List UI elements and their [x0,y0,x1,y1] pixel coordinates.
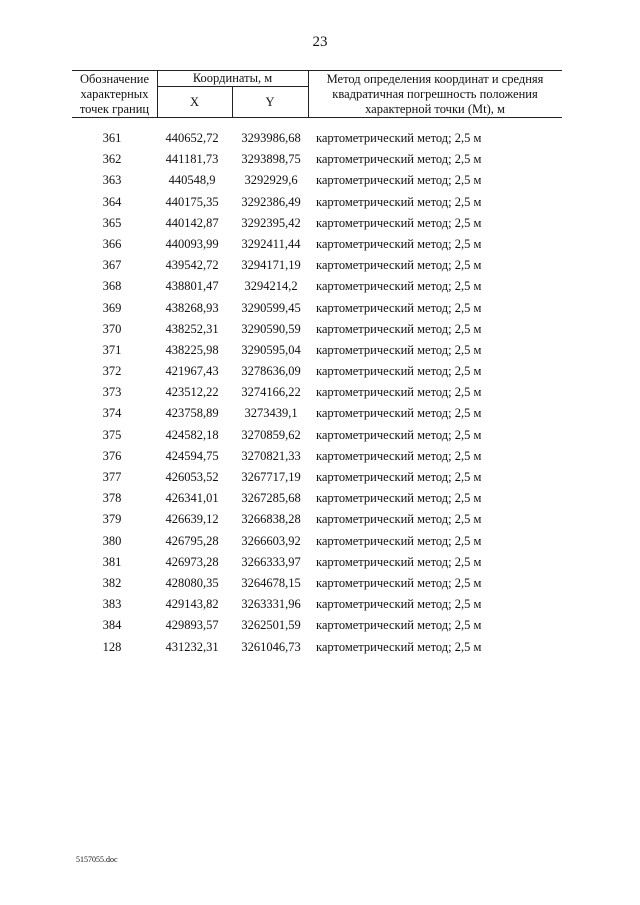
x-coordinate-cell: 441181,73 [165,152,219,167]
point-number-cell: 375 [102,427,122,442]
method-cell: картометрический метод; 2,5 м [316,427,482,442]
x-coordinate-cell: 423758,89 [165,406,219,421]
method-cell: картометрический метод; 2,5 м [316,470,482,484]
method-cell: картометрический метод; 2,5 м [316,215,482,230]
x-coordinate-cell: 431232,31 [165,639,219,654]
table-body [0,128,640,658]
point-number-cell: 384 [102,618,122,633]
page-number: 23 [312,34,328,50]
x-coordinate-cell: 438225,98 [165,342,219,357]
x-coordinate-cell: 426053,52 [165,470,219,484]
header-point-line-1: Обозначение [79,72,150,86]
table-row [0,276,640,297]
table-row [0,637,640,658]
x-coordinate-cell: 440548,9 [168,173,216,188]
header-x-column: X [189,95,200,109]
header-method-column [308,72,562,117]
y-coordinate-cell: 3290595,04 [241,342,301,357]
point-number-cell: 361 [102,131,122,145]
x-coordinate-cell: 424594,75 [165,448,219,463]
table-row [0,403,640,424]
x-coordinate-cell: 424582,18 [165,427,219,442]
header-bottom-rule [72,117,562,118]
x-coordinate-cell: 426341,01 [165,491,219,506]
method-cell: картометрический метод; 2,5 м [316,300,482,315]
y-coordinate-cell: 3293986,68 [241,131,301,145]
header-point-line-3: точек границ [79,102,150,116]
y-coordinate-cell: 3267717,19 [241,470,301,484]
header-y-column: Y [265,95,275,109]
point-number-cell: 376 [102,448,122,463]
point-number-cell: 369 [102,300,122,315]
y-coordinate-cell: 3266603,92 [241,533,301,548]
table-row [0,382,640,403]
method-cell: картометрический метод; 2,5 м [316,342,482,357]
method-cell: картометрический метод; 2,5 м [316,131,482,145]
table-row [0,340,640,361]
point-number-cell: 371 [102,342,122,357]
method-cell: картометрический метод; 2,5 м [316,173,482,188]
method-cell: картометрический метод; 2,5 м [316,279,482,294]
method-cell: картометрический метод; 2,5 м [316,236,482,251]
method-cell: картометрический метод; 2,5 м [316,385,482,400]
header-method-line-2: квадратичная погрешность положения [332,87,538,101]
point-number-cell: 378 [102,491,122,506]
point-number-cell: 377 [102,470,122,484]
method-cell: картометрический метод; 2,5 м [316,406,482,421]
table-row [0,213,640,234]
y-coordinate-cell: 3267285,68 [241,491,301,506]
table-row [0,170,640,191]
header-method-line-3: характерной точки (Mt), м [365,102,505,116]
table-row [0,361,640,382]
method-cell: картометрический метод; 2,5 м [316,491,482,506]
method-cell: картометрический метод; 2,5 м [316,554,482,569]
table-row [0,149,640,170]
point-number-cell: 367 [102,258,122,273]
point-number-cell: 379 [102,512,122,527]
method-cell: картометрический метод; 2,5 м [316,448,482,463]
method-cell: картометрический метод; 2,5 м [316,364,482,379]
method-cell: картометрический метод; 2,5 м [316,597,482,612]
x-coordinate-cell: 438252,31 [165,321,219,336]
footer-filename: 5157055.doc [76,855,118,864]
method-cell: картометрический метод; 2,5 м [316,618,482,633]
x-coordinate-cell: 429143,82 [165,597,219,612]
point-number-cell: 363 [102,173,122,188]
point-number-cell: 380 [102,533,122,548]
header-coords-column: Координаты, м [192,71,273,85]
x-coordinate-cell: 426795,28 [165,533,219,548]
x-coordinate-cell: 429893,57 [165,618,219,633]
x-coordinate-cell: 423512,22 [165,385,219,400]
y-coordinate-cell: 3273439,1 [244,406,298,421]
y-coordinate-cell: 3263331,96 [241,597,301,612]
table-row [0,255,640,276]
table-row [0,552,640,573]
point-number-cell: 372 [102,364,122,379]
y-coordinate-cell: 3274166,22 [241,385,301,400]
point-number-cell: 373 [102,385,122,400]
y-coordinate-cell: 3262501,59 [241,618,301,633]
y-coordinate-cell: 3270821,33 [241,448,301,463]
table-row [0,615,640,636]
point-number-cell: 374 [102,406,122,421]
y-coordinate-cell: 3266333,97 [241,554,301,569]
y-coordinate-cell: 3290590,59 [241,321,301,336]
point-number-cell: 362 [102,152,122,167]
y-coordinate-cell: 3290599,45 [241,300,301,315]
x-coordinate-cell: 428080,35 [165,575,219,590]
header-point-column [72,72,157,117]
point-number-cell: 370 [102,321,122,336]
point-number-cell: 364 [102,194,122,209]
table-row [0,509,640,530]
method-cell: картометрический метод; 2,5 м [316,194,482,209]
y-coordinate-cell: 3292411,44 [241,236,301,251]
table-row [0,446,640,467]
y-coordinate-cell: 3292395,42 [241,215,301,230]
header-point-line-2: характерных [80,87,149,101]
method-cell: картометрический метод; 2,5 м [316,575,482,590]
point-number-cell: 381 [102,554,122,569]
table-row [0,467,640,488]
point-number-cell: 366 [102,236,122,251]
x-coordinate-cell: 440093,99 [165,236,219,251]
point-number-cell: 382 [102,575,122,590]
y-coordinate-cell: 3261046,73 [241,639,301,654]
x-coordinate-cell: 438801,47 [165,279,219,294]
method-cell: картометрический метод; 2,5 м [316,321,482,336]
table-row [0,594,640,615]
method-cell: картометрический метод; 2,5 м [316,152,482,167]
y-coordinate-cell: 3264678,15 [241,575,301,590]
header-top-rule [72,70,562,71]
table-row [0,234,640,255]
y-coordinate-cell: 3293898,75 [241,152,301,167]
table-row [0,128,640,149]
table-row [0,319,640,340]
header-method-line-1: Метод определения координат и средняя [326,72,544,86]
table-row [0,298,640,319]
point-number-cell: 383 [102,597,122,612]
x-coordinate-cell: 426973,28 [165,554,219,569]
y-coordinate-cell: 3266838,28 [241,512,301,527]
method-cell: картометрический метод; 2,5 м [316,512,482,527]
point-number-cell: 128 [102,639,122,654]
x-coordinate-cell: 440142,87 [165,215,219,230]
method-cell: картометрический метод; 2,5 м [316,258,482,273]
point-number-cell: 368 [102,279,122,294]
x-coordinate-cell: 426639,12 [165,512,219,527]
x-coordinate-cell: 438268,93 [165,300,219,315]
method-cell: картометрический метод; 2,5 м [316,533,482,548]
method-cell: картометрический метод; 2,5 м [316,639,482,654]
table-row [0,531,640,552]
table-row [0,425,640,446]
y-coordinate-cell: 3270859,62 [241,427,301,442]
table-row [0,573,640,594]
point-number-cell: 365 [102,215,122,230]
table-row [0,192,640,213]
x-coordinate-cell: 439542,72 [165,258,219,273]
x-coordinate-cell: 440652,72 [165,131,219,145]
y-coordinate-cell: 3294214,2 [244,279,298,294]
y-coordinate-cell: 3278636,09 [241,364,301,379]
y-coordinate-cell: 3292386,49 [241,194,301,209]
x-coordinate-cell: 440175,35 [165,194,219,209]
x-coordinate-cell: 421967,43 [165,364,219,379]
y-coordinate-cell: 3292929,6 [244,173,298,188]
y-coordinate-cell: 3294171,19 [241,258,301,273]
table-row [0,488,640,509]
